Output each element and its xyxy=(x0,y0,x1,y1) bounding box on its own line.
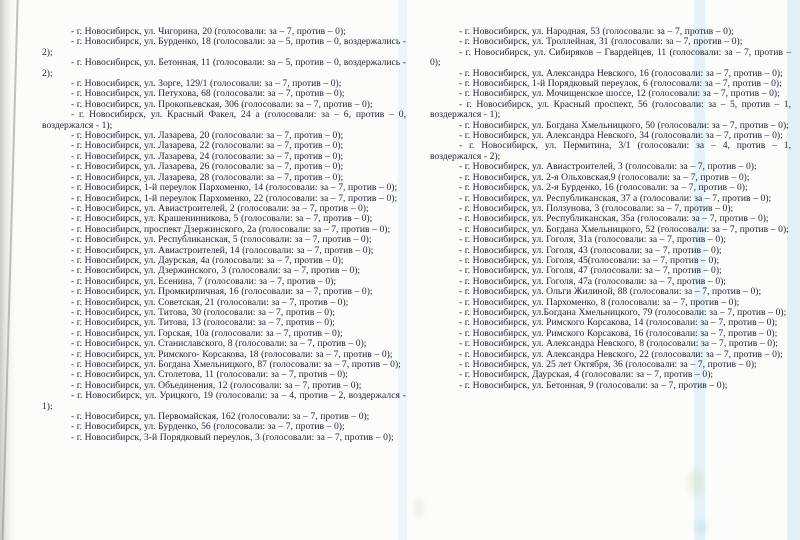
address-entry: - г. Новосибирск, ул. Республиканская, 5 (голосовали: за – 7, против – 0); xyxy=(71,234,372,246)
address-entry: - г. Новосибирск, ул. Авиастроителей, 3 (голосовали: за – 7, против – 0); xyxy=(459,161,757,173)
address-entry: - г. Новосибирск, ул. Красный проспект, 56 (голосовали: за – 5, против – 1, воздержался - 1); xyxy=(430,98,791,121)
address-entry: - г. Новосибирск, ул. Красный Факел, 24 а (голосовали: за – 6, против – 0, воздержался - 1); xyxy=(42,109,406,131)
address-entry: - г. Новосибирск, ул. Горская, 10а (голосовали: за – 7, против – 0); xyxy=(71,327,343,339)
address-entry: - г. Новосибирск, ул. Дзержинского, 3 (голосовали: за – 7, против – 0); xyxy=(71,265,361,277)
address-entry: - г. Новосибирск, ул. Советская, 21 (голосовали: за – 7, против – 0); xyxy=(71,296,349,308)
address-entry: - г. Новосибирск, ул.Богдана Хмельницкого, 79 (голосовали: за – 7, против – 0); xyxy=(459,306,787,318)
address-entry: - г. Новосибирск, Даурская, 4 (голосовали: за – 7, против – 0); xyxy=(459,369,714,381)
address-entry: - г. Новосибирск, ул. Петухова, 68 (голосовали: за – 7, против – 0); xyxy=(71,88,345,100)
address-entry: - г. Новосибирск, ул. Лазарева, 24 (голосовали: за – 7, против – 0); xyxy=(71,150,344,162)
address-entry: - г. Новосибирск, ул. Титова, 13 (голосовали: за – 7, против – 0); xyxy=(71,317,335,329)
scan-smudge xyxy=(688,470,704,496)
address-entry: - г. Новосибирск, 1-й Порядковый переулок, 6 (голосовали: за – 7, против – 0); xyxy=(459,78,782,90)
address-entry: - г. Новосибирск, 3-й Порядковый переулок, 3 (голосовали: за – 7, против – 0); xyxy=(71,431,394,443)
address-entry: - г. Новосибирск, ул. Лазарева, 28 (голосовали: за – 7, против – 0); xyxy=(71,171,344,183)
address-entry: - г. Новосибирск, ул. Бурденко, 18 (голосовали: за – 5, против – 0, воздержались - 2); xyxy=(42,36,406,58)
address-entry: - г. Новосибирск, ул. Чигорина, 20 (голосовали: за – 7, против – 0); xyxy=(71,26,346,37)
address-entry: - г. Новосибирск, ул. Александра Невского, 34 (голосовали: за – 7, против – 0); xyxy=(459,130,783,142)
address-list-left xyxy=(42,27,406,443)
address-entry: - г. Новосибирск, 1-й переулок Пархоменко, 22 (голосовали: за – 7, против – 0); xyxy=(71,192,398,204)
address-entry: - г. Новосибирск, ул. Александра Невского, 22 (голосовали: за – 7, против – 0); xyxy=(459,348,783,360)
address-entry: - г. Новосибирск, ул. Авиастроителей, 2 (голосовали: за – 7, против – 0); xyxy=(71,202,369,214)
page-right xyxy=(430,27,791,391)
address-entry: - г. Новосибирск, ул. Александра Невского, 8 (голосовали: за – 7, против – 0); xyxy=(459,338,778,350)
address-entry: - г. Новосибирск, ул. Александра Невского, 16 (голосовали: за – 7, против – 0); xyxy=(459,67,783,79)
address-entry: - г. Новосибирск, ул. Бетонная, 9 (голосовали: за – 7, против – 0); xyxy=(459,379,728,391)
address-entry: - г. Новосибирск, ул. Столетова, 11 (голосовали: за – 7, против – 0); xyxy=(71,369,348,381)
address-entry: - г. Новосибирск, ул. Гоголя, 47а (голосовали: за – 7, против – 0); xyxy=(459,275,726,287)
address-entry: - г. Новосибирск, ул. Богдана Хмельницкого, 50 (голосовали: за – 7, против – 0); xyxy=(459,119,789,131)
address-entry: - г. Новосибирск, ул. Бурденко, 56 (голосовали: за – 7, против – 0); xyxy=(71,421,345,433)
address-entry: - г. Новосибирск, 1-й переулок Пархоменко, 14 (голосовали: за – 7, против – 0); xyxy=(71,182,398,194)
address-entry: - г. Новосибирск, ул. 2-я Ольховская,9 (голосовали: за – 7, против – 0); xyxy=(459,171,750,183)
address-entry: - г. Новосибирск, ул. 2-я Бурденко, 16 (голосовали: за – 7, против – 0); xyxy=(459,182,748,194)
address-entry: - г. Новосибирск, ул. 25 лет Октября, 36 (голосовали: за – 7, против – 0); xyxy=(459,359,757,370)
address-entry: - г. Новосибирск, ул. Объединения, 12 (голосовали: за – 7, против – 0); xyxy=(71,379,362,391)
address-entry: - г. Новосибирск, ул. Зорге, 129/1 (голосовали: за – 7, против – 0); xyxy=(71,78,342,90)
address-entry: - г. Новосибирск, ул. Бетонная, 11 (голосовали: за – 5, против – 0, воздержались - 2); xyxy=(42,57,406,79)
address-entry: - г. Новосибирск, ул. Гоголя, 47 (голосовали: за – 7, против – 0); xyxy=(459,265,722,277)
address-entry: - г. Новосибирск, ул. Титова, 30 (голосовали: за – 7, против – 0); xyxy=(71,306,335,318)
address-entry: - г. Новосибирск, ул. Сибиряков – Гвардейцев, 11 (голосовали: за – 7, против – 0); xyxy=(430,46,791,69)
address-entry: - г. Новосибирск, ул. Урицкого, 19 (голосовали: за – 4, против – 2, воздержался - 1); xyxy=(42,390,406,412)
address-entry: - г. Новосибирск, ул. Народная, 53 (голосовали: за – 7, против – 0); xyxy=(459,26,734,37)
address-entry: - г. Новосибирск, ул. Пермитина, 3/1 (голосовали: за – 4, против – 1, воздержался - 2); xyxy=(430,140,791,162)
address-entry: - г. Новосибирск, ул. Римского Корсакова, 16 (голосовали: за – 7, против – 0); xyxy=(459,327,778,339)
address-entry: - г. Новосибирск, ул. Ползунова, 3 (голосовали: за – 7, против – 0); xyxy=(459,202,734,214)
address-entry: - г. Новосибирск, ул. Авиастроителей, 14 (голосовали: за – 7, против – 0); xyxy=(71,244,374,256)
address-entry: - г. Новосибирск, ул. Лазарева, 26 (голосовали: за – 7, против – 0); xyxy=(71,161,344,173)
address-entry: - г. Новосибирск, ул. Богдана Хмельницкого, 52 (голосовали: за – 7, против – 0); xyxy=(459,223,789,235)
paper-edge-shadow xyxy=(0,0,16,540)
address-entry: - г. Новосибирск, ул. Пархоменко, 8 (голосовали: за – 7, против – 0); xyxy=(459,296,740,308)
address-entry: - г. Новосибирск, ул. Республиканская, 35а (голосовали: за – 7, против – 0); xyxy=(459,213,769,225)
address-entry: - г. Новосибирск, ул. Даурская, 4а (голосовали: за – 7, против – 0); xyxy=(71,254,344,266)
address-entry: - г. Новосибирск, проспект Дзержинского, 2а (голосовали: за – 7, против – 0); xyxy=(71,223,391,235)
address-entry: - г. Новосибирск, ул. Богдана Хмельницкого, 87 (голосовали: за – 7, против – 0); xyxy=(71,359,401,370)
address-entry: - г. Новосибирск, ул. Лазарева, 20 (голосовали: за – 7, против – 0); xyxy=(71,130,344,142)
address-entry: - г. Новосибирск, ул. Первомайская, 162 (голосовали: за – 7, против – 0); xyxy=(71,411,370,423)
scan-smudge xyxy=(696,520,708,534)
address-entry: - г. Новосибирск, ул. Гоголя, 31а (голосовали: за – 7, против – 0); xyxy=(459,234,726,246)
address-entry: - г. Новосибирск, ул. Республиканская, 37 а (голосовали: за – 7, против – 0); xyxy=(459,192,772,204)
address-entry: - г. Новосибирск, ул. Крашенинникова, 5 (голосовали: за – 7, против – 0); xyxy=(71,213,373,225)
page-left xyxy=(42,27,406,443)
address-entry: - г. Новосибирск, ул. Мочищенское шоссе, 12 (голосовали: за – 7, против – 0); xyxy=(459,88,780,100)
address-entry: - г. Новосибирск, ул. Троллейная, 31 (голосовали: за – 7, против – 0); xyxy=(459,36,743,48)
address-entry: - г. Новосибирск, ул. Прокопьевская, 306 (голосовали: за – 7, против – 0); xyxy=(71,98,373,110)
address-entry: - г. Новосибирск, ул. Станиславского, 8 (голосовали: за – 7, против – 0); xyxy=(71,338,367,350)
address-list-right xyxy=(430,27,791,391)
address-entry: - г. Новосибирск, ул. Римского- Корсакова, 18 (голосовали: за – 7, против – 0); xyxy=(71,348,393,360)
address-entry: - г. Новосибирск, ул. Промкирпичная, 16 (голосовали: за – 7, против – 0); xyxy=(71,286,373,298)
address-entry: - г. Новосибирск, ул. Гоголя, 45(голосовали: за – 7, против – 0); xyxy=(459,254,720,266)
address-entry: - г. Новосибирск, ул. Есенина, 7 (голосовали: за – 7, против – 0); xyxy=(71,275,337,287)
address-entry: - г. Новосибирск, ул. Ольги Жилиной, 88 (голосовали: за – 7, против – 0); xyxy=(459,286,762,298)
address-entry: - г. Новосибирск, ул. Римского Корсакова, 14 (голосовали: за – 7, против – 0); xyxy=(459,317,778,329)
address-entry: - г. Новосибирск, ул. Лазарева, 22 (голосовали: за – 7, против – 0); xyxy=(71,140,344,152)
paper-edge-line xyxy=(1,0,19,540)
scan-smudge xyxy=(414,498,424,518)
address-entry: - г. Новосибирск, ул. Гоголя, 43 (голосовали: за – 7, против – 0); xyxy=(459,244,722,256)
